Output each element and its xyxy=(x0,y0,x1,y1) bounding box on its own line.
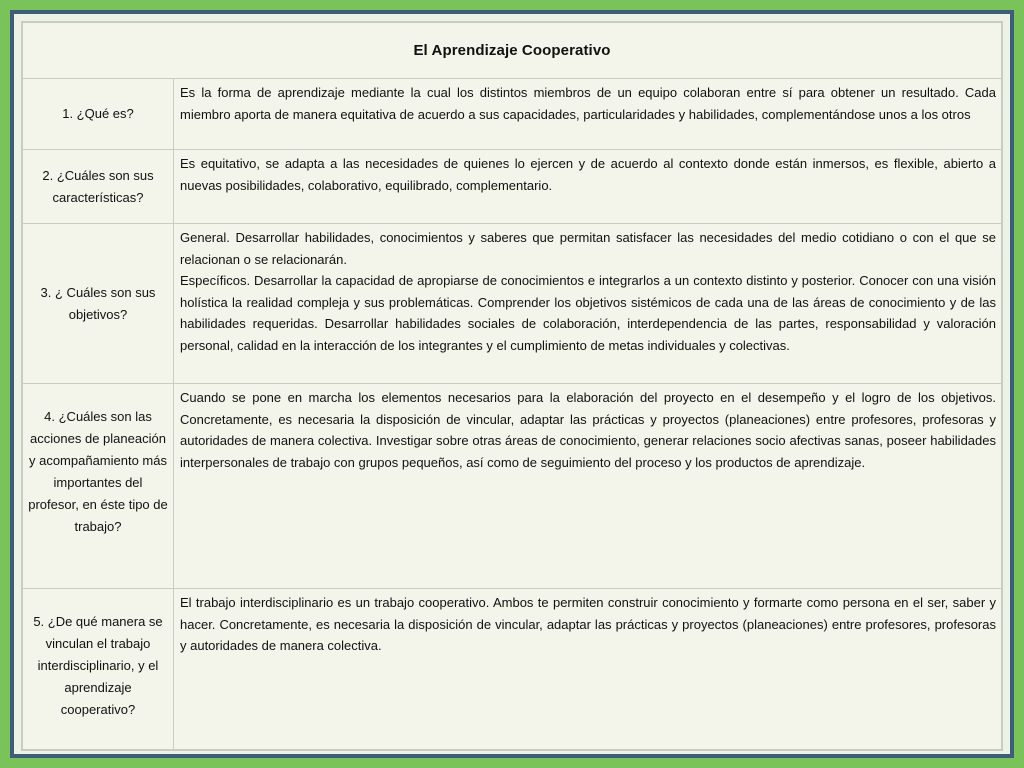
table-row xyxy=(23,384,1002,589)
answer-text: Es la forma de aprendizaje mediante la cual los distintos miembros de un equipo colaboran entre sí para obtener un resultado. Cada miembro aporta de manera equitativa de acuerdo a sus capacidades, particularidades y habilidades, complementándose unos a los otros xyxy=(180,85,996,122)
cooperative-learning-table xyxy=(22,22,1002,750)
table-row xyxy=(23,150,1002,224)
answer-cell xyxy=(174,150,1002,224)
question-cell: 2. ¿Cuáles son sus características? xyxy=(23,150,174,224)
table-row xyxy=(23,589,1002,750)
slide-frame xyxy=(10,10,1014,758)
answer-cell xyxy=(174,224,1002,384)
table-row xyxy=(23,79,1002,150)
table-title: El Aprendizaje Cooperativo xyxy=(23,23,1002,79)
answer-text: Es equitativo, se adapta a las necesidades de quienes lo ejercen y de acuerdo al contexto donde están inmersos, es flexible, abierto a nuevas posibilidades, colaborativo, equilibrado, complementario. xyxy=(180,156,996,193)
answer-cell xyxy=(174,79,1002,150)
question-cell: 4. ¿Cuáles son las acciones de planeación y acompañamiento más importantes del profesor, en éste tipo de trabajo? xyxy=(23,384,174,589)
answer-text: El trabajo interdisciplinario es un trabajo cooperativo. Ambos te permiten construir conocimiento y formarte como persona en el ser, saber y hacer. Concretamente, es necesaria la disposición de vincular, adaptar las prácticas y proyectos (planeaciones) entre profesores, profesoras y autoridades de manera colectiva. xyxy=(180,595,996,653)
title-row xyxy=(23,23,1002,79)
answer-text: Cuando se pone en marcha los elementos necesarios para la elaboración del proyecto en el desempeño y el logro de los objetivos. Concretamente, es necesaria la disposición de vincular, adaptar las prácticas y proyectos (planeaciones) entre profesores, profesoras y autoridades de manera colectiva. Investigar sobre otras áreas de conocimiento, generar relaciones socio afectivas sanas, poseer habilidades interpersonales de trabajo con grupos pequeños, así como de seguimiento del proceso y los productos de aprendizaje. xyxy=(180,390,996,470)
question-cell: 3. ¿ Cuáles son sus objetivos? xyxy=(23,224,174,384)
answer-text-general: General. Desarrollar habilidades, conocimientos y saberes que permitan satisfacer las necesidades del medio cotidiano o con el que se relacionan o se relacionarán. xyxy=(180,230,996,267)
answer-cell xyxy=(174,384,1002,589)
question-cell: 1. ¿Qué es? xyxy=(23,79,174,150)
answer-text-specific: Específicos. Desarrollar la capacidad de apropiarse de conocimientos e integrarlos a un contexto distinto y posterior. Conocer con una visión holística la realidad compleja y sus problemáticas. Comprender los objetivos sistémicos de cada una de las áreas de conocimiento y de las habilidades requeridas. Desarrollar habilidades sociales de colaboración, interdependencia de las partes, responsabilidad y valoración personal, calidad en la interacción de los integrantes y el cumplimiento de metas individuales y colectivas. xyxy=(180,273,996,353)
table-sheet xyxy=(21,21,1003,751)
answer-cell xyxy=(174,589,1002,750)
question-cell: 5. ¿De qué manera se vinculan el trabajo interdisciplinario, y el aprendizaje cooperativo? xyxy=(23,589,174,750)
table-row xyxy=(23,224,1002,384)
